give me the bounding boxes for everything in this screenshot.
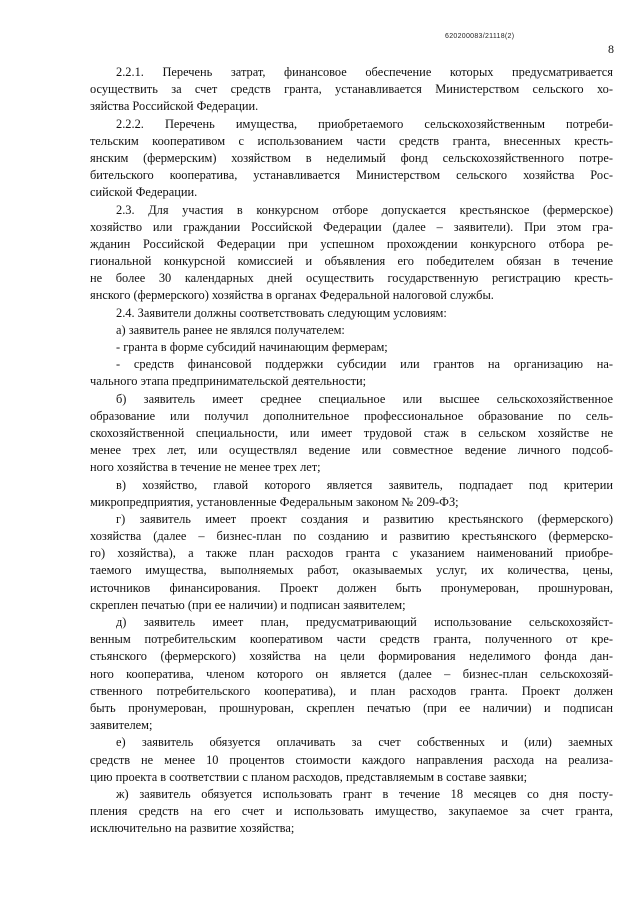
- text-line: е) заявитель обязуется оплачивать за счет собственных и (или) заемных: [116, 735, 613, 750]
- text-line: ственного потребительского кооператива), и план расходов гранта. Проект должен: [90, 683, 613, 698]
- text-line: жданин Российской Федерации при успешном прохождении конкурсного отбора ре-: [90, 236, 613, 251]
- text-line: осуществить за счет средств гранта, устанавливается Министерством сельского хо-: [90, 82, 613, 97]
- text-line: цию проекта в соответствии с планом расходов, представляемым в составе заявки;: [90, 769, 528, 784]
- text-line: тельским кооперативом с использованием части средств гранта, внесенных кресть-: [90, 133, 613, 148]
- text-line: в) хозяйство, главой которого является заявитель, подпадает под критерии: [116, 477, 613, 492]
- text-line: образование или получил дополнительное профессиональное образование по сель-: [90, 408, 613, 423]
- text-line: янского (фермерского) хозяйства в органах Федеральной налоговой службы.: [90, 288, 494, 303]
- text-line: ного хозяйства в течение не менее трех лет;: [90, 460, 321, 475]
- text-line: 2.3. Для участия в конкурсном отборе допускается крестьянское (фермерское): [116, 202, 613, 217]
- text-line: источников финансирования. Проект должен быть пронумерован, прошнурован,: [90, 580, 613, 595]
- text-line: б) заявитель имеет среднее специальное или высшее сельскохозяйственное: [116, 391, 613, 406]
- text-line: скреплен печатью (при ее наличии) и подписан заявителем;: [90, 597, 406, 612]
- text-line: пления средств на его счет и использовать имущество, закупаемое за счет гранта,: [90, 804, 613, 819]
- text-line: менее трех лет, или осуществлял ведение или совместное ведение личного подсоб-: [90, 443, 613, 458]
- text-line: г) заявитель имеет проект создания и развитию крестьянского (фермерского): [116, 511, 613, 526]
- text-line: янским (фермерским) хозяйством в неделимый фонд сельскохозяйственного потре-: [90, 150, 613, 165]
- text-line: скохозяйственной специальности, или имеет трудовой стаж в сельском хозяйстве не: [90, 425, 613, 440]
- text-line: 2.2.2. Перечень имущества, приобретаемого сельскохозяйственным потреби-: [116, 116, 613, 131]
- text-line: чального этапа предпринимательской деятельности;: [90, 374, 367, 389]
- text-line: не более 30 календарных дней осуществить государственную регистрацию кресть-: [90, 271, 613, 286]
- text-line: исключительно на развитие хозяйства;: [90, 821, 295, 836]
- text-line: а) заявитель ранее не являлся получателем:: [116, 322, 345, 337]
- text-line: ж) заявитель обязуется использовать грант в течение 18 месяцев со дня посту-: [116, 786, 613, 801]
- text-line: зяйства Российской Федерации.: [90, 99, 259, 114]
- text-line: хозяйство или граждании Российской Федерации (далее – заявители). При этом гра-: [90, 219, 613, 234]
- document-id: 620200083/21118(2): [445, 33, 515, 40]
- text-line: заявителем;: [90, 718, 153, 733]
- text-line: д) заявитель имеет план, предусматривающий использование сельскохозяйст-: [116, 615, 613, 629]
- text-line: стьянского (фермерского) хозяйства на цели формирования неделимого фонда дан-: [90, 649, 613, 664]
- text-line: гиональной конкурсной комиссией и объявления его победителем обязан в течение: [90, 254, 613, 269]
- text-line: средств не менее 10 процентов стоимости каждого направления расхода на реализа-: [90, 752, 613, 767]
- text-line: хозяйства (далее – бизнес-план по созданию и развитию крестьянского (фермерско-: [90, 529, 613, 544]
- text-line: ного кооператива, членом которого он является (далее – бизнес-план сельскохозяй-: [90, 666, 613, 681]
- text-line: бительского кооператива, устанавливается Министерством сельского хозяйства Рос-: [90, 168, 613, 183]
- document-body: [90, 64, 613, 837]
- text-line: - гранта в форме субсидий начинающим фермерам;: [116, 340, 388, 354]
- text-line: таемого имущества, выполняемых работ, оказываемых услуг, их количества, цены,: [90, 563, 613, 578]
- text-line: - средств финансовой поддержки субсидии или грантов на организацию на-: [116, 357, 613, 372]
- text-line: 2.4. Заявители должны соответствовать следующим условиям:: [116, 305, 447, 320]
- text-line: быть пронумерован, прошнурован, скреплен печатью (при ее наличии) и подписан: [90, 700, 613, 715]
- page-number: 8: [608, 42, 614, 56]
- text-line: венным потребительским кооперативом части средств гранта, полученного от кре-: [90, 632, 613, 647]
- text-line: микропредприятия, установленные Федеральным законом № 209-ФЗ;: [90, 494, 459, 509]
- text-line: сийской Федерации.: [90, 185, 198, 200]
- text-line: го) хозяйства), а также план расходов гранта с указанием наименований приобре-: [90, 546, 613, 561]
- text-line: 2.2.1. Перечень затрат, финансовое обеспечение которых предусматривается: [116, 65, 613, 79]
